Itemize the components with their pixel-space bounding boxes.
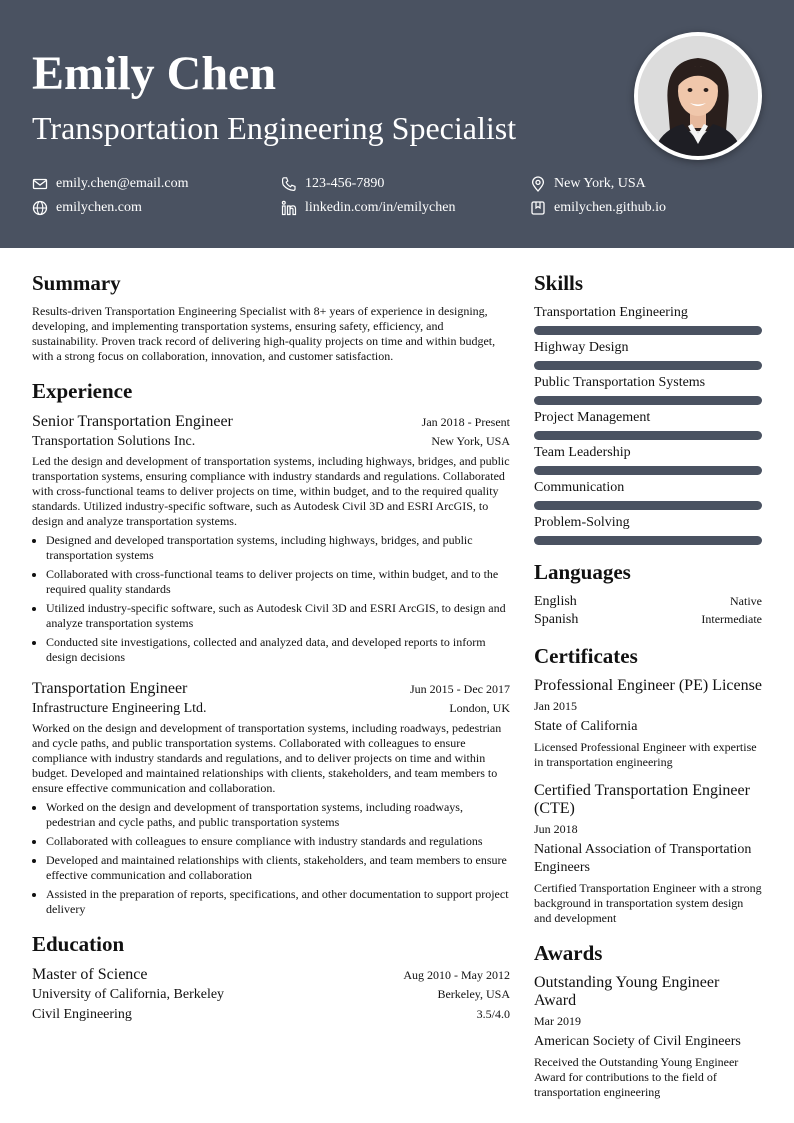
award-item — [534, 974, 762, 1100]
skill-name: Team Leadership — [534, 445, 631, 460]
skill-item — [534, 374, 762, 405]
awards-heading: Awards — [534, 941, 603, 965]
certificate-name: Certified Transportation Engineer (CTE) — [534, 782, 750, 817]
summary-text: Results-driven Transportation Engineering Specialist with 8+ years of experience in designing, developing, and implementing transportation systems, ensuring safety, efficiency, and sustainability. Proven track record of delivering high-quality projects on time and within budget, with a strong focus on collaboration, innovation, and customer satisfaction. — [32, 304, 496, 363]
award-description: Received the Outstanding Young Engineer Award for contributions to the field of transportation engineering — [534, 1055, 739, 1099]
skill-item — [534, 304, 762, 335]
location-text: New York, USA — [554, 176, 646, 191]
education-heading: Education — [32, 932, 125, 956]
experience-heading: Experience — [32, 379, 133, 403]
job-company: Infrastructure Engineering Ltd. — [32, 701, 207, 716]
linkedin-icon — [281, 200, 297, 216]
header-banner — [0, 0, 794, 248]
award-issuer: American Society of Civil Engineers — [534, 1034, 741, 1049]
skill-item — [534, 514, 762, 545]
certificate-description: Certified Transportation Engineer with a strong background in transportation system design and development — [534, 881, 762, 925]
list-item: • Collaborated with colleagues to ensure compliance with industry standards and regulations — [46, 834, 510, 849]
map-pin-icon — [530, 176, 546, 192]
certificate-item — [534, 782, 762, 926]
skill-name: Project Management — [534, 410, 651, 425]
language-name: Spanish — [534, 612, 579, 627]
award-date: Mar 2019 — [534, 1014, 581, 1028]
skill-item — [534, 409, 762, 440]
job-title: Transportation Engineer — [32, 680, 188, 697]
skills-heading: Skills — [534, 271, 584, 295]
school: University of California, Berkeley — [32, 987, 225, 1002]
job-company: Transportation Solutions Inc. — [32, 434, 196, 449]
languages-heading: Languages — [534, 560, 631, 584]
job-title: Senior Transportation Engineer — [32, 413, 233, 430]
job-bullets — [32, 800, 510, 917]
skill-item — [534, 339, 762, 370]
field-of-study: Civil Engineering — [32, 1007, 132, 1022]
main-column — [32, 270, 510, 1025]
language-level: Native — [730, 594, 762, 608]
skill-name: Highway Design — [534, 340, 629, 355]
bookmark-icon — [530, 200, 546, 216]
list-item: • Worked on the design and development of transportation systems, including roadways, pedestrian and cycle paths, and public transportation systems — [46, 800, 510, 830]
summary-heading: Summary — [32, 271, 121, 295]
contact-github[interactable] — [530, 199, 666, 217]
contact-email[interactable] — [32, 175, 189, 193]
award-name: Outstanding Young Engineer Award — [534, 974, 720, 1009]
certificate-name: Professional Engineer (PE) License — [534, 677, 762, 694]
gpa: 3.5/4.0 — [476, 1007, 510, 1021]
email-text: emily.chen@email.com — [56, 176, 189, 191]
skill-item — [534, 479, 762, 510]
certificates-heading: Certificates — [534, 644, 638, 668]
summary-section — [32, 270, 510, 364]
candidate-name: Emily Chen — [32, 47, 277, 100]
job-dates: Jan 2018 - Present — [421, 415, 510, 429]
list-item: • Developed and maintained relationships with clients, stakeholders, and team members to ensure effective communication and collaboration — [46, 853, 510, 883]
candidate-title: Transportation Engineering Specialist — [32, 110, 517, 146]
email-icon — [32, 176, 48, 192]
job-entry — [32, 412, 510, 665]
certificate-issuer: National Association of Transportation Engineers — [534, 842, 752, 875]
skill-bar — [534, 466, 762, 475]
avatar — [638, 36, 758, 156]
certificate-date: Jan 2015 — [534, 699, 577, 713]
skill-name: Problem-Solving — [534, 515, 630, 530]
awards-section — [534, 940, 762, 1100]
degree: Master of Science — [32, 966, 148, 983]
contact-location — [530, 175, 646, 193]
skill-bar — [534, 396, 762, 405]
skill-bar — [534, 326, 762, 335]
contact-linkedin[interactable] — [281, 199, 455, 217]
certificates-section — [534, 643, 762, 926]
skill-name: Transportation Engineering — [534, 305, 688, 320]
language-item — [534, 593, 762, 611]
skill-name: Public Transportation Systems — [534, 375, 706, 390]
side-column — [534, 270, 762, 1100]
phone-text: 123-456-7890 — [305, 176, 385, 191]
language-level: Intermediate — [701, 612, 762, 626]
job-description: Worked on the design and development of transportation systems, including roadways, pedestrian and cycle paths, and public transportation systems. Collaborated with colleagues to ensure compliance with industry standards and regulations, and to deliver projects on time and within budget. Developed and maintained relationships with clients, stakeholders, and team members to ensure effective communication and collaboration. — [32, 721, 502, 795]
contact-website[interactable] — [32, 199, 142, 217]
language-name: English — [534, 594, 577, 609]
linkedin-text: linkedin.com/in/emilychen — [305, 200, 456, 215]
job-location: London, UK — [449, 701, 510, 715]
school-location: Berkeley, USA — [437, 987, 510, 1001]
languages-section — [534, 559, 762, 629]
job-bullets — [32, 533, 510, 665]
list-item: • Assisted in the preparation of reports, specifications, and other documentation to support project delivery — [46, 887, 510, 917]
job-location: New York, USA — [431, 434, 510, 448]
job-entry — [32, 679, 510, 917]
phone-icon — [281, 176, 297, 192]
contact-phone[interactable] — [281, 175, 384, 193]
education-section — [32, 931, 510, 1025]
education-dates: Aug 2010 - May 2012 — [403, 968, 510, 982]
certificate-issuer: State of California — [534, 719, 638, 734]
skills-section — [534, 270, 762, 545]
skill-bar — [534, 536, 762, 545]
skill-bar — [534, 431, 762, 440]
website-text: emilychen.com — [56, 200, 142, 215]
skill-bar — [534, 501, 762, 510]
list-item: • Collaborated with cross-functional teams to deliver projects on time, within budget, and to the required quality standards — [46, 567, 510, 597]
list-item: • Utilized industry-specific software, such as Autodesk Civil 3D and ESRI ArcGIS, to design and analyze transportation systems — [46, 601, 510, 631]
globe-icon — [32, 200, 48, 216]
list-item: • Conducted site investigations, collected and analyzed data, and developed reports to inform design decisions — [46, 635, 510, 665]
skill-name: Communication — [534, 480, 625, 495]
job-dates: Jun 2015 - Dec 2017 — [410, 682, 510, 696]
github-text: emilychen.github.io — [554, 200, 666, 215]
job-description: Led the design and development of transportation systems, including highways, bridges, and public transportation systems, ensuring compliance with industry standards and regulations. Collaborated with cross-functional teams to deliver projects on time, within budget, and to the required quality standards. Utilized industry-specific software, such as Autodesk Civil 3D and ESRI ArcGIS, to design and analyze transportation systems. — [32, 454, 510, 528]
certificate-description: Licensed Professional Engineer with expertise in transportation engineering — [534, 740, 757, 769]
skill-bar — [534, 361, 762, 370]
experience-section — [32, 378, 510, 917]
certificate-item — [534, 677, 762, 770]
skill-item — [534, 444, 762, 475]
certificate-date: Jun 2018 — [534, 822, 578, 836]
list-item: • Designed and developed transportation systems, including highways, bridges, and public transportation systems — [46, 533, 510, 563]
profile-photo — [634, 32, 762, 160]
language-item — [534, 611, 762, 629]
